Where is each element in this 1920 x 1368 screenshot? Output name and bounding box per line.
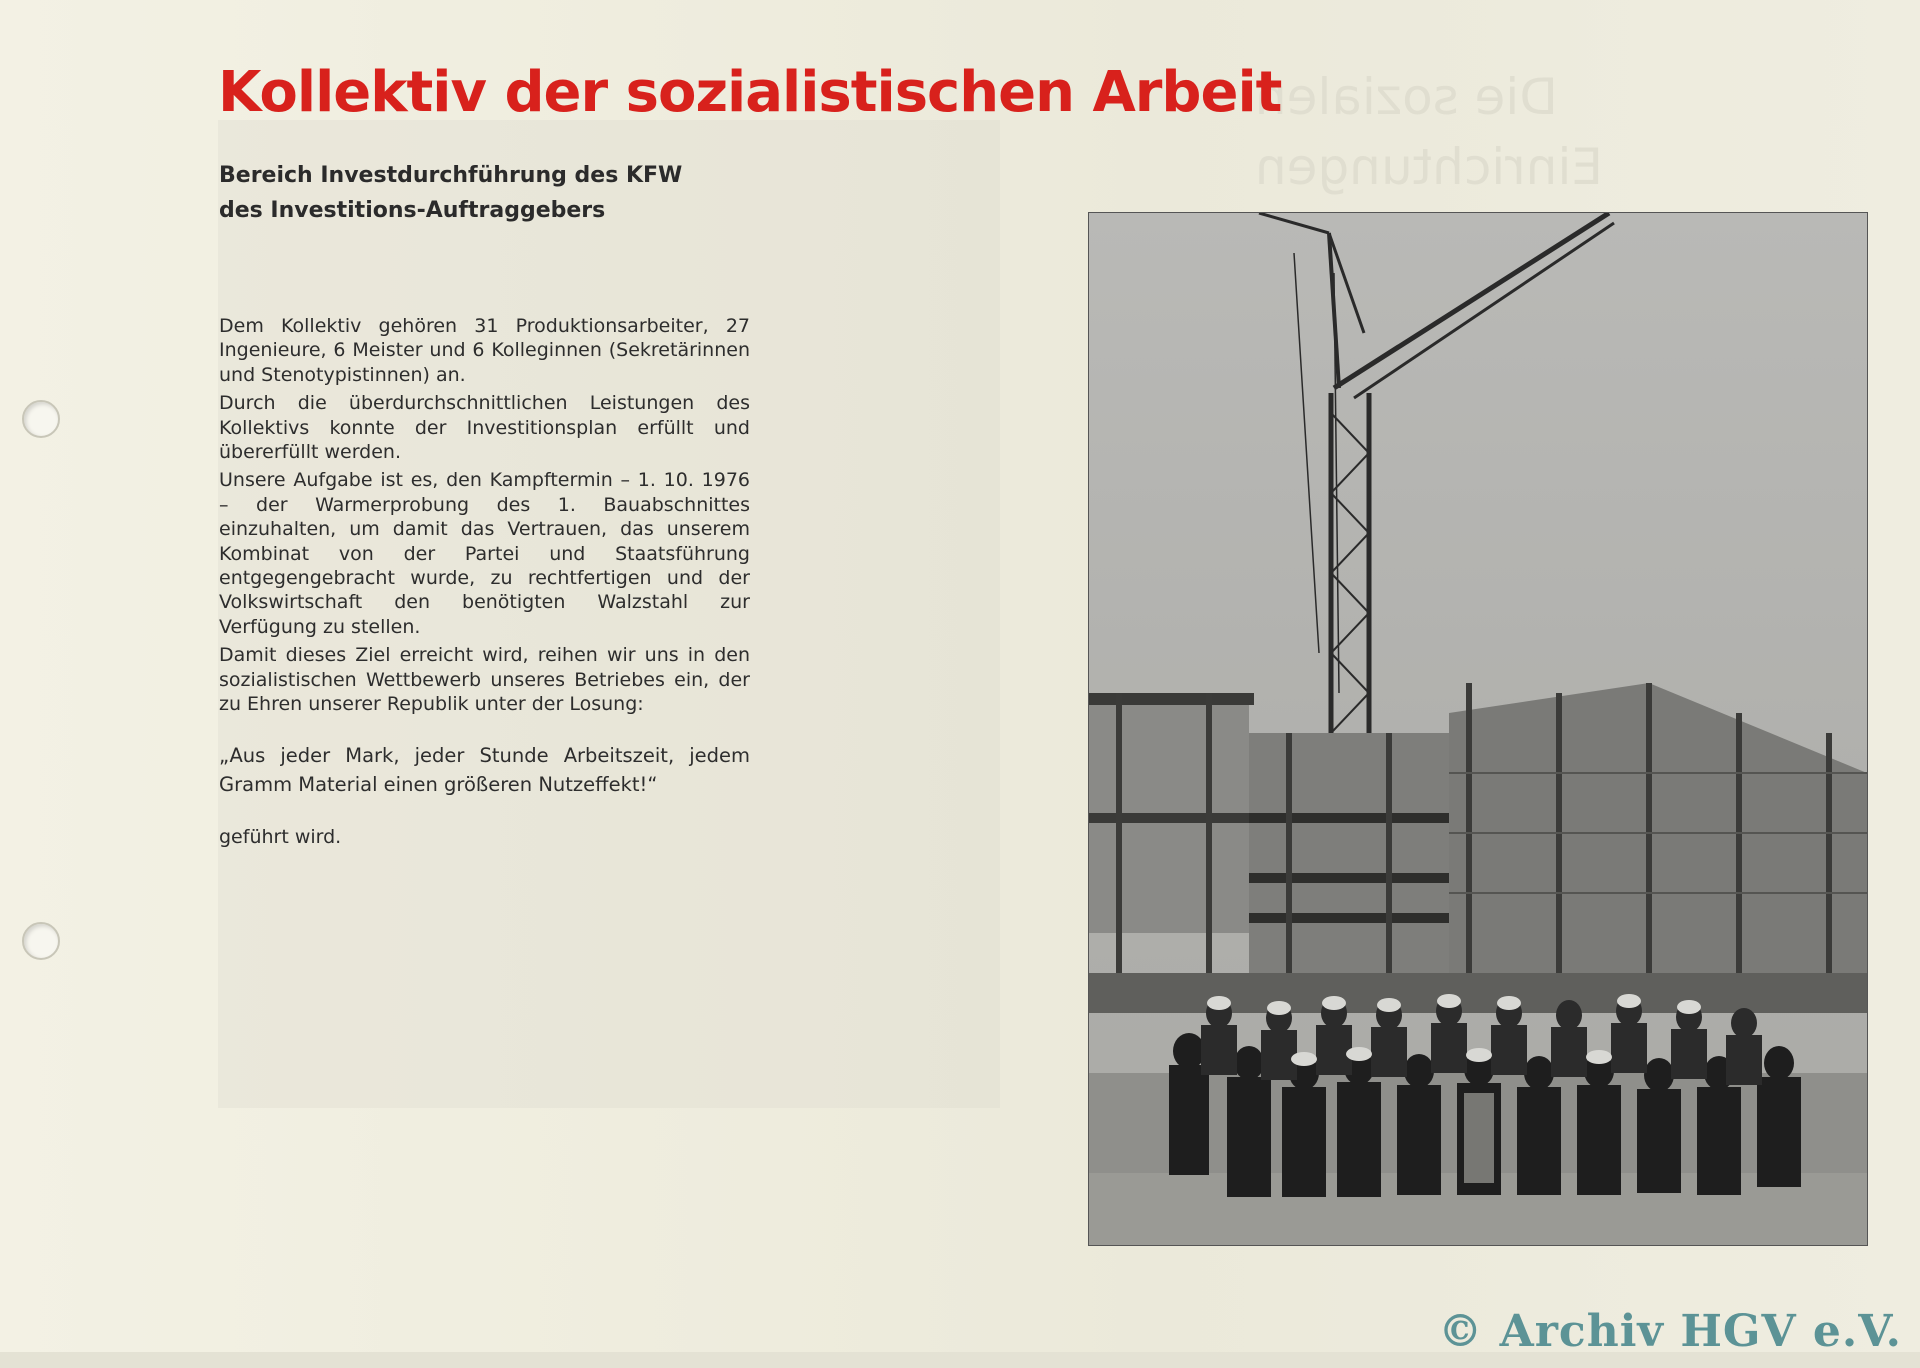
paragraph-task: Unsere Aufgabe ist es, den Kampftermin – 1. 10. 1976 – der Warmerprobung des 1. Bauabschnittes einzuhalten, um damit das Vertrauen, das unserem Kombinat von der Partei und Staatsführung entgegengebracht wurde, zu rechtfertigen und der Volkswirtschaft den benötigten Walzstahl zur Verfügung zu stellen. xyxy=(219,469,750,638)
punch-hole-bottom xyxy=(22,922,60,960)
paragraph-performance: Durch die überdurchschnittlichen Leistungen des Kollektivs konnte der Investitionsplan erfüllt und übererfüllt werden. xyxy=(219,392,750,464)
group-photo xyxy=(1088,212,1868,1246)
slogan-quote: „Aus jeder Mark, jeder Stunde Arbeitszeit, jedem Gramm Material einen größeren Nutzeffekt!“ xyxy=(219,743,750,796)
archive-watermark: © Archiv HGV e.V. xyxy=(1438,1306,1902,1357)
closing-text: geführt wird. xyxy=(219,825,342,848)
subtitle-line-1: Bereich Investdurchführung des KFW xyxy=(219,163,683,188)
paragraph-competition: Damit dieses Ziel erreicht wird, reihen wir uns in den sozialistischen Wettbewerb unseres Betriebes ein, der zu Ehren unserer Republik unter der Losung: xyxy=(219,644,750,716)
subtitle xyxy=(219,158,682,228)
punch-hole-top xyxy=(22,400,60,438)
subtitle-line-2: des Investitions-Auftraggebers xyxy=(219,198,606,223)
page-title: Kollektiv der sozialistischen Arbeit xyxy=(218,60,1282,125)
body-text xyxy=(219,314,750,849)
bleed-through-text: Die sozialen Einrichtungen xyxy=(1255,68,1603,196)
paragraph-members: Dem Kollektiv gehören 31 Produktionsarbeiter, 27 Ingenieure, 6 Meister und 6 Kolleginnen (Sekretärinnen und Stenotypistinnen) an. xyxy=(219,315,750,386)
